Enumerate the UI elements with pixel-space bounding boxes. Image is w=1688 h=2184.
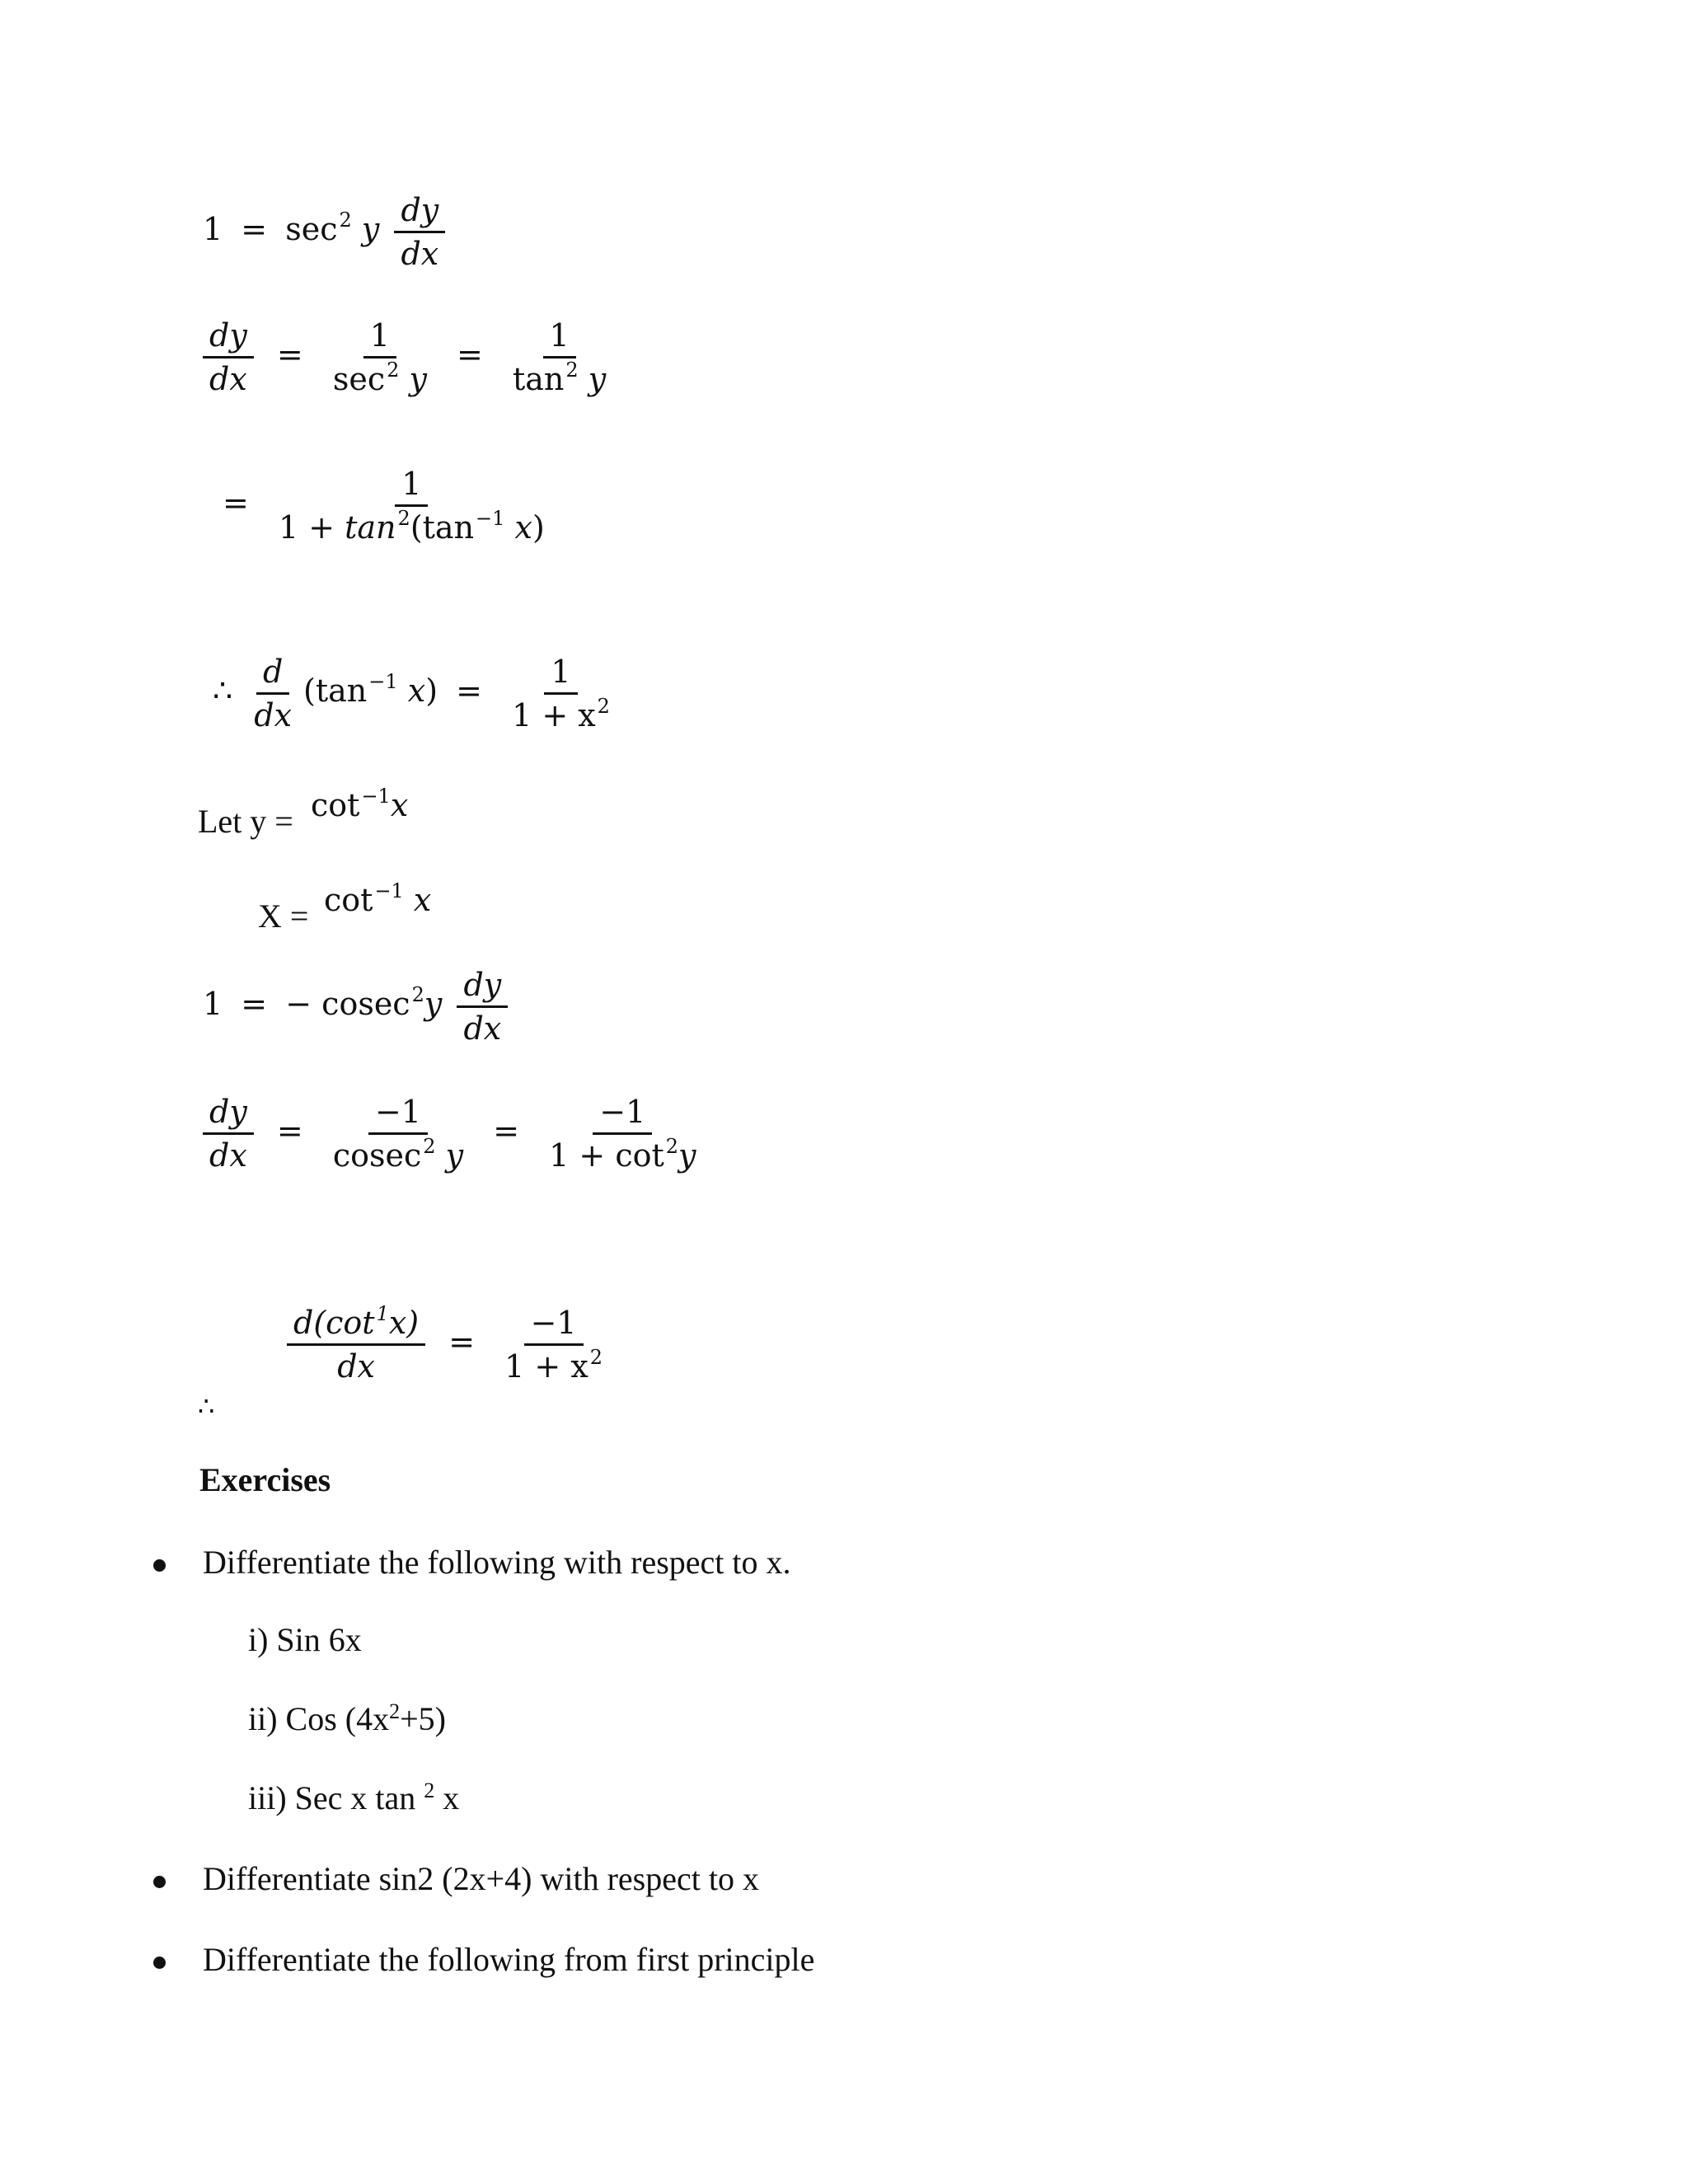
- eq5-one: 1: [203, 986, 223, 1022]
- bullet-3-text: Differentiate the following from first principle: [203, 1941, 815, 1978]
- eq6-num-1: −1: [368, 1096, 428, 1135]
- eq2-tan-sup: 2: [565, 359, 579, 382]
- eq5-dx: dx: [463, 1010, 502, 1047]
- eq2-y1: y: [409, 361, 427, 397]
- eq5-dy: dy: [457, 969, 508, 1008]
- xeq-inv: −1: [374, 879, 404, 902]
- equation-5: [203, 967, 513, 1047]
- let-inv: −1: [361, 785, 391, 808]
- eq1-one: 1: [203, 211, 223, 247]
- item2-sup: 2: [389, 1699, 401, 1723]
- eq4-num: 1: [544, 656, 577, 695]
- equation-3: [223, 466, 556, 546]
- eq1-equals: =: [241, 211, 268, 247]
- x-eq-expression: [324, 879, 432, 918]
- x-eq-label: X =: [258, 898, 309, 935]
- eq6-fraction-cosec: [326, 1094, 470, 1174]
- eq1-num: dy: [394, 194, 445, 233]
- eq4-inv: −1: [368, 670, 398, 693]
- eq3-one-plus: 1 +: [278, 509, 345, 546]
- eq7-sup: 1: [376, 1302, 389, 1325]
- eq3-equals: =: [223, 485, 249, 521]
- eq3-tan-italic: tan: [345, 509, 396, 546]
- eq2-y2: y: [588, 361, 607, 397]
- exercise-item-2: [248, 1699, 446, 1738]
- eq6-cosec: cosec: [332, 1137, 422, 1174]
- eq7-therefore: ∴: [198, 1390, 215, 1422]
- eq4-d: d: [256, 656, 289, 695]
- item3-prefix: iii) Sec x tan: [248, 1779, 424, 1816]
- eq2-equals-1: =: [276, 336, 303, 373]
- eq4-equals: =: [456, 673, 482, 709]
- eq4-lparen: (: [303, 673, 316, 709]
- eq3-inv: −1: [476, 507, 505, 530]
- eq4-den-sup: 2: [597, 695, 610, 718]
- eq3-sup: 2: [397, 507, 410, 530]
- xeq-x: x: [413, 882, 432, 918]
- eq4-den-base: 1 + x: [512, 697, 596, 733]
- eq2-equals-2: =: [457, 336, 483, 373]
- eq7-lhs-fraction: [287, 1302, 425, 1385]
- eq5-y: y: [424, 986, 443, 1022]
- bullet-2-text: Differentiate sin2 (2x+4) with respect to x: [203, 1860, 759, 1897]
- exercises-heading: Exercises: [199, 1461, 331, 1498]
- eq6-equals-1: =: [276, 1113, 303, 1149]
- item3-suffix: x: [434, 1779, 460, 1816]
- item3-sup: 2: [424, 1779, 435, 1802]
- eq1-den: dx: [401, 236, 439, 272]
- eq6-derivative: [203, 1094, 254, 1174]
- bullet-1: [153, 1559, 166, 1572]
- let-y-expression: [311, 785, 409, 823]
- equation-7: [287, 1302, 614, 1385]
- equation-6: [203, 1094, 708, 1174]
- eq7-num: [287, 1302, 425, 1346]
- eq6-dy: dy: [203, 1096, 254, 1135]
- eq4-fraction: [505, 656, 617, 731]
- equation-4: [213, 656, 621, 731]
- eq1-sup: 2: [339, 209, 352, 232]
- eq6-cot: cot: [615, 1137, 664, 1174]
- eq7-xparen: x): [388, 1305, 420, 1341]
- eq3-den: [272, 507, 551, 546]
- let-x: x: [390, 787, 409, 823]
- eq7-dx: dx: [337, 1348, 375, 1385]
- let-cot: cot: [311, 787, 360, 823]
- eq1-y: y: [361, 211, 380, 247]
- eq2-dx: dx: [209, 361, 247, 397]
- eq1-sec: sec: [285, 211, 338, 247]
- eq1-fraction: [394, 192, 445, 272]
- eq2-num-1: 1: [363, 320, 396, 359]
- eq3-rparen: ): [532, 509, 545, 546]
- item2-prefix: ii) Cos (4x: [248, 1700, 390, 1737]
- eq6-num-2: −1: [593, 1096, 652, 1135]
- item2-suffix: +5): [400, 1700, 447, 1737]
- eq4-rparen: ): [425, 673, 438, 709]
- eq6-one-plus: 1 +: [549, 1137, 616, 1174]
- eq6-den-cot: [542, 1135, 702, 1174]
- xeq-cot: cot: [324, 882, 373, 918]
- eq6-y2: y: [678, 1137, 696, 1174]
- eq5-cosec: cosec: [321, 986, 410, 1022]
- equation-2: [203, 317, 617, 397]
- eq4-x: x: [407, 673, 426, 709]
- bullet-3: [153, 1957, 166, 1969]
- eq6-equals-2: =: [493, 1113, 520, 1149]
- eq2-sec: sec: [332, 361, 386, 397]
- bullet-1-text: Differentiate the following with respect to x.: [203, 1544, 791, 1581]
- eq5-minus: −: [285, 986, 312, 1022]
- eq2-sec-sup: 2: [387, 359, 400, 382]
- eq2-fraction-sec: [326, 317, 434, 397]
- eq5-fraction: [457, 967, 508, 1047]
- eq4-tan: tan: [315, 673, 368, 709]
- let-y-label: Let y =: [198, 803, 293, 840]
- eq7-den-sup: 2: [589, 1346, 603, 1369]
- eq6-cosec-sup: 2: [423, 1135, 436, 1158]
- eq4-d-dx: [247, 656, 298, 731]
- eq7-rhs-den: [498, 1346, 609, 1385]
- eq2-num-2: 1: [543, 320, 576, 359]
- eq7-den-base: 1 + x: [504, 1348, 588, 1385]
- eq6-fraction-cot: [542, 1094, 702, 1174]
- eq4-dx: dx: [254, 697, 293, 733]
- eq2-derivative: [203, 317, 254, 397]
- eq6-den-cosec: [326, 1135, 470, 1174]
- eq2-den-sec: [326, 359, 434, 395]
- eq3-tan: tan: [422, 509, 475, 546]
- equation-1: [203, 192, 450, 272]
- eq2-tan: tan: [512, 361, 565, 397]
- eq6-y1: y: [445, 1137, 464, 1174]
- eq2-fraction-tan: [506, 317, 612, 397]
- eq2-dy: dy: [203, 320, 254, 359]
- eq6-cot-sup: 2: [665, 1135, 679, 1158]
- eq3-lparen: (: [410, 509, 423, 546]
- eq3-fraction: [272, 466, 551, 546]
- bullet-2: [153, 1876, 166, 1888]
- eq4-den: [505, 695, 617, 731]
- eq5-sup: 2: [411, 983, 424, 1006]
- eq3-num: 1: [395, 468, 428, 507]
- exercise-item-3: [248, 1779, 459, 1817]
- exercise-item-1: i) Sin 6x: [248, 1621, 362, 1658]
- eq4-therefore: ∴: [213, 673, 233, 709]
- eq7-rhs-num: −1: [524, 1307, 584, 1346]
- eq5-equals: =: [241, 986, 268, 1022]
- eq7-rhs-fraction: [498, 1305, 609, 1385]
- eq6-dx: dx: [209, 1137, 247, 1174]
- eq7-equals: =: [448, 1324, 476, 1360]
- eq7-dcot: d(cot: [293, 1305, 375, 1341]
- eq3-x: x: [514, 509, 532, 546]
- eq2-den-tan: [506, 359, 612, 395]
